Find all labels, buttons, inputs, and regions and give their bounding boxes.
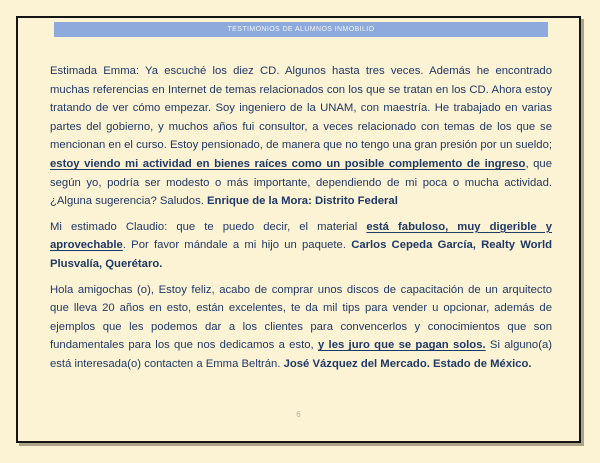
- slide-frame: [16, 16, 581, 443]
- testimonial-carlos-cepeda-garcia: [50, 218, 552, 274]
- text-segment-bold-underline: está fabuloso, muy digerible y aprovechable: [50, 220, 552, 252]
- text-segment-normal: , que según yo, podría ser modesto o más importante, dependiendo de mi poca o mucha actividad. ¿Alguna sugerencia? Saludos.: [50, 157, 552, 208]
- text-segment-normal: Mi estimado Claudio: que te puedo decir, el material: [50, 220, 367, 233]
- title-bar-text: TESTIMONIOS DE ALUMNOS INMOBILIO: [227, 26, 375, 33]
- text-segment-bold-underline: estoy viendo mi actividad en bienes raíces como un posible complemento de ingreso: [50, 157, 526, 170]
- title-bar: [54, 22, 548, 37]
- testimonial-enrique-de-la-mora: [50, 62, 552, 211]
- testimonial-jose-vazquez-del-mercado: [50, 281, 552, 374]
- text-segment-bold: José Vázquez del Mercado. Estado de México.: [283, 357, 532, 370]
- text-segment-normal: Si alguno(a) está interesada(o) contacten a Emma Beltrán.: [50, 339, 553, 370]
- text-segment-normal: Estimada Emma: Ya escuché los diez CD. Algunos hasta tres veces. Además he encontrado muchas referencias en Internet de temas relacionados con los que se tratan en los CD. Ahora estoy tratando de ver cómo empezar. Soy ingeniero de la UNAM, con maestría. He trabajado en varias partes del gobierno, y muchos años fui consultor, a veces relacionado con temas de los que se mencionan en el curso. Estoy pensionado, de manera que no tengo una gran presión por un sueldo;: [50, 65, 552, 152]
- text-segment-normal: Hola amigochas (o), Estoy feliz, acabo de comprar unos discos de capacitación de un arquitecto que lleva 20 años en esto, están excelentes, te da mil tips para vender u opcionar, además de ejemplos que les podemos dar a los clientes para convencerlos y conocimientos que son fundamentales para los que nos dedicamos a esto,: [50, 283, 552, 352]
- text-segment-normal: . Por favor mándale a mi hijo un paquete.: [122, 239, 352, 252]
- page-number: 6: [296, 410, 301, 419]
- text-segment-bold: Carlos Cepeda García, Realty World Plusvalía, Querétaro.: [50, 239, 552, 270]
- text-segment-bold-underline: y les juro que se pagan solos.: [317, 339, 486, 352]
- testimonials-text-block: [50, 62, 552, 381]
- text-segment-bold: Enrique de la Mora: Distrito Federal: [207, 195, 398, 208]
